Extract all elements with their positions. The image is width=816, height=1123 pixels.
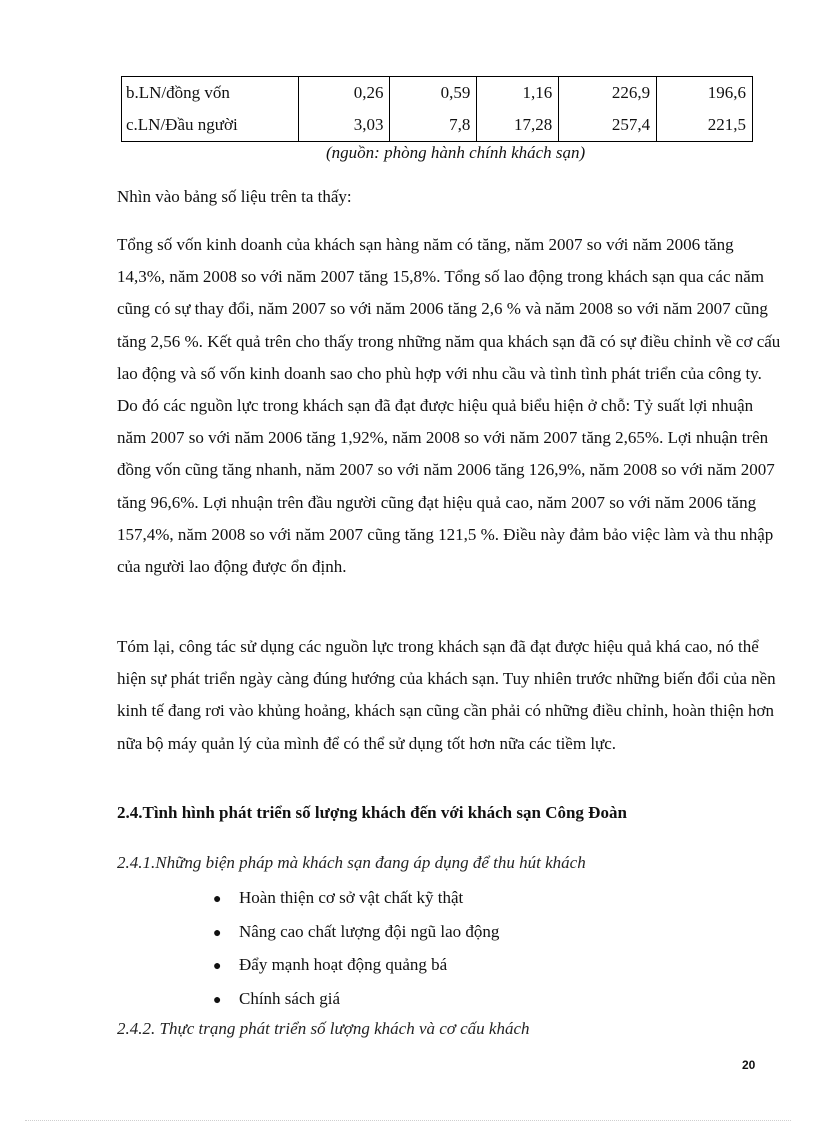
table-cell: 226,9 bbox=[559, 77, 657, 110]
section-heading: 2.4.Tình hình phát triển số lượng khách đến với khách sạn Công Đoàn bbox=[117, 803, 627, 822]
list-item bbox=[213, 881, 499, 915]
list-item-text: Chính sách giá bbox=[239, 988, 341, 1008]
list-item-text: Đẩy mạnh hoạt động quảng bá bbox=[239, 955, 448, 974]
bullet-icon: ● bbox=[213, 959, 222, 974]
body-paragraph-2: Tóm lại, công tác sử dụng các nguồn lực trong khách sạn đã đạt được hiệu quả khá cao, nó thể hiện sự phát triển ngày càng đúng hướng của khách sạn. Tuy nhiên trước những biến đổi của nền kinh tế đang rơi vào khủng hoảng, khách sạn cũng cần phải có những điều chỉnh, hoàn thiện hơn nữa bộ máy quản lý của mình để có thể sử dụng tốt hơn nữa các tiềm lực. bbox=[117, 637, 776, 753]
list-item bbox=[213, 948, 499, 982]
data-table bbox=[121, 76, 753, 142]
bullet-icon: ● bbox=[213, 925, 222, 941]
table-source-note: (nguồn: phòng hành chính khách sạn) bbox=[326, 143, 586, 162]
list-item-text: Hoàn thiện cơ sở vật chất kỹ thật bbox=[239, 888, 464, 907]
table-row bbox=[122, 77, 753, 110]
row-label: b.LN/đồng vốn bbox=[122, 77, 299, 110]
bullet-icon: ● bbox=[213, 992, 222, 1008]
subsection-heading-1: 2.4.1.Những biện pháp mà khách sạn đang áp dụng để thu hút khách bbox=[117, 853, 586, 872]
intro-text: Nhìn vào bảng số liệu trên ta thấy: bbox=[117, 187, 352, 206]
table-cell: 1,16 bbox=[477, 77, 559, 110]
list-item-text: Nâng cao chất lượng đội ngũ lao động bbox=[239, 921, 500, 941]
footer-divider bbox=[25, 1120, 791, 1121]
table-cell: 257,4 bbox=[559, 109, 657, 142]
table-cell: 221,5 bbox=[657, 109, 753, 142]
bullet-icon: ● bbox=[213, 892, 222, 907]
table-cell: 3,03 bbox=[298, 109, 390, 142]
table-cell: 196,6 bbox=[657, 77, 753, 110]
table-cell: 0,59 bbox=[390, 77, 477, 110]
bullet-list bbox=[213, 881, 499, 1015]
table-cell: 0,26 bbox=[298, 77, 390, 110]
body-paragraph-1: Tổng số vốn kinh doanh của khách sạn hàng năm có tăng, năm 2007 so với năm 2006 tăng 14,3%, năm 2008 so với năm 2007 tăng 15,8%. Tổng số lao động trong khách sạn qua các năm cũng có sự thay đổi, năm 2007 so với năm 2006 tăng 2,6 % và năm 2008 so với năm 2007 cũng tăng 2,56 %. Kết quả trên cho thấy trong những năm qua khách sạn đã có sự điều chỉnh về cơ cấu lao động và số vốn kinh doanh sao cho phù hợp với nhu cầu và tình tình phát triển của công ty. Do đó các nguồn lực trong khách sạn đã đạt được hiệu quả biểu hiện ở chỗ: Tỷ suất lợi nhuận năm 2007 so với năm 2006 tăng 1,92%, năm 2008 so với năm 2007 tăng 2,65%. Lợi nhuận trên đồng vốn cũng tăng nhanh, năm 2007 so với năm 2006 tăng 126,9%, năm 2008 so với năm 2007 tăng 96,6%. Lợi nhuận trên đầu người cũng đạt hiệu quả cao, năm 2007 so với năm 2006 tăng 157,4%, năm 2008 so với năm 2007 cũng tăng 121,5 %. Điều này đảm bảo việc làm và thu nhập của người lao động được ổn định. bbox=[117, 235, 781, 577]
list-item bbox=[213, 982, 499, 1016]
table-cell: 17,28 bbox=[477, 109, 559, 142]
subsection-heading-2: 2.4.2. Thực trạng phát triển số lượng khách và cơ cấu khách bbox=[117, 1019, 530, 1038]
row-label: c.LN/Đầu người bbox=[122, 109, 299, 142]
list-item bbox=[213, 915, 499, 949]
table-row bbox=[122, 109, 753, 142]
page-number: 20 bbox=[742, 1058, 756, 1072]
table-cell: 7,8 bbox=[390, 109, 477, 142]
